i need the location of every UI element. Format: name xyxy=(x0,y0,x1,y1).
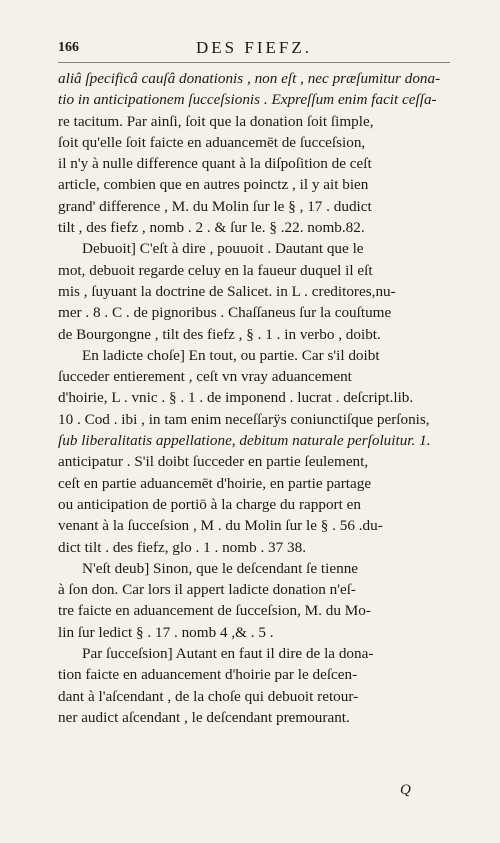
text-line: tion faicte en aduancement d'hoirie par le deſcen- xyxy=(58,666,358,684)
text-line: ner audict aſcendant , le deſcendant premourant. xyxy=(58,708,350,726)
text-line: ſub liberalitatis appellatione, debitum naturale perſoluitur. 1. xyxy=(58,432,431,450)
text-line: 10 . Cod . ibi , in tam enim neceſſarÿs coniunctiſque perſonis, xyxy=(58,410,430,428)
text-line: article, combien que en autres poinctz , il y ait bien xyxy=(58,176,369,194)
text-line: En ladicte choſe] En tout, ou partie. Car s'il doibt xyxy=(82,346,380,364)
text-line: il n'y à nulle difference quant à la diſpoſition de ceſt xyxy=(58,155,372,173)
running-title: DES FIEFZ. xyxy=(196,38,312,57)
catchword: Q xyxy=(400,782,411,798)
text-line: à ſon don. Car lors il appert ladicte donation n'eſ- xyxy=(58,581,356,599)
text-line: ou anticipation de portiō à la charge du rapport en xyxy=(58,495,361,513)
text-body xyxy=(58,68,478,728)
text-line: re tacitum. Par ainſi, ſoit que la donation ſoit ſimple, xyxy=(58,112,374,130)
text-line: ſucceder entierement , ceſt vn vray aduancement xyxy=(58,368,352,386)
text-line: N'eſt deub] Sinon, que le deſcendant ſe tienne xyxy=(82,559,359,577)
text-line: d'hoirie, L . vnic . § . 1 . de imponend . lucrat . deſcript.lib. xyxy=(58,389,414,407)
text-line: Debuoit] C'eſt à dire , pouuoit . Dautant que le xyxy=(82,240,364,258)
text-line: dant à l'aſcendant , de la choſe qui debuoit retour- xyxy=(58,687,359,705)
text-line: ſoit qu'elle ſoit faicte en aduancemēt de ſucceſsion, xyxy=(58,133,366,151)
text-line: tre faicte en aduancement de ſucceſsion, M. du Mo- xyxy=(58,602,371,620)
text-line: lin ſur ledict § . 17 . nomb 4 ,& . 5 . xyxy=(58,623,274,641)
text-line: grand' difference , M. du Molin ſur le § , 17 . dudict xyxy=(58,197,372,215)
text-line: aliâ ſpecificâ cauſâ donationis , non eſt , nec præſumitur dona- xyxy=(58,70,441,87)
text-line: tio in anticipationem ſucceſsionis . Expreſſum enim facit ceſſa- xyxy=(58,91,437,109)
text-line: tilt , des fiefz , nomb . 2 . & ſur le. § .22. nomb.82. xyxy=(58,219,365,237)
text-line: Par ſucceſsion] Autant en faut il dire de la dona- xyxy=(82,645,374,663)
text-line: venant à la ſucceſsion , M . du Molin ſur le § . 56 .du- xyxy=(58,517,383,535)
page-header xyxy=(58,36,450,63)
text-line: mis , ſuyuant la doctrine de Salicet. in L . creditores,nu- xyxy=(58,282,396,300)
text-line: mer . 8 . C . de pignoribus . Chaſſaneus ſur la couſtume xyxy=(58,304,392,322)
text-line: de Bourgongne , tilt des fiefz , § . 1 . in verbo , doibt. xyxy=(58,325,381,343)
page-number: 166 xyxy=(58,40,79,55)
text-line: anticipatur . S'il doibt ſucceder en partie ſeulement, xyxy=(58,453,369,471)
text-line: dict tilt . des fiefz, glo . 1 . nomb . 37 38. xyxy=(58,538,307,556)
text-line: ceſt en partie aduancemēt d'hoirie, en partie partage xyxy=(58,474,372,492)
text-line: mot, debuoit regarde celuy en la faueur duquel il eſt xyxy=(58,261,373,279)
